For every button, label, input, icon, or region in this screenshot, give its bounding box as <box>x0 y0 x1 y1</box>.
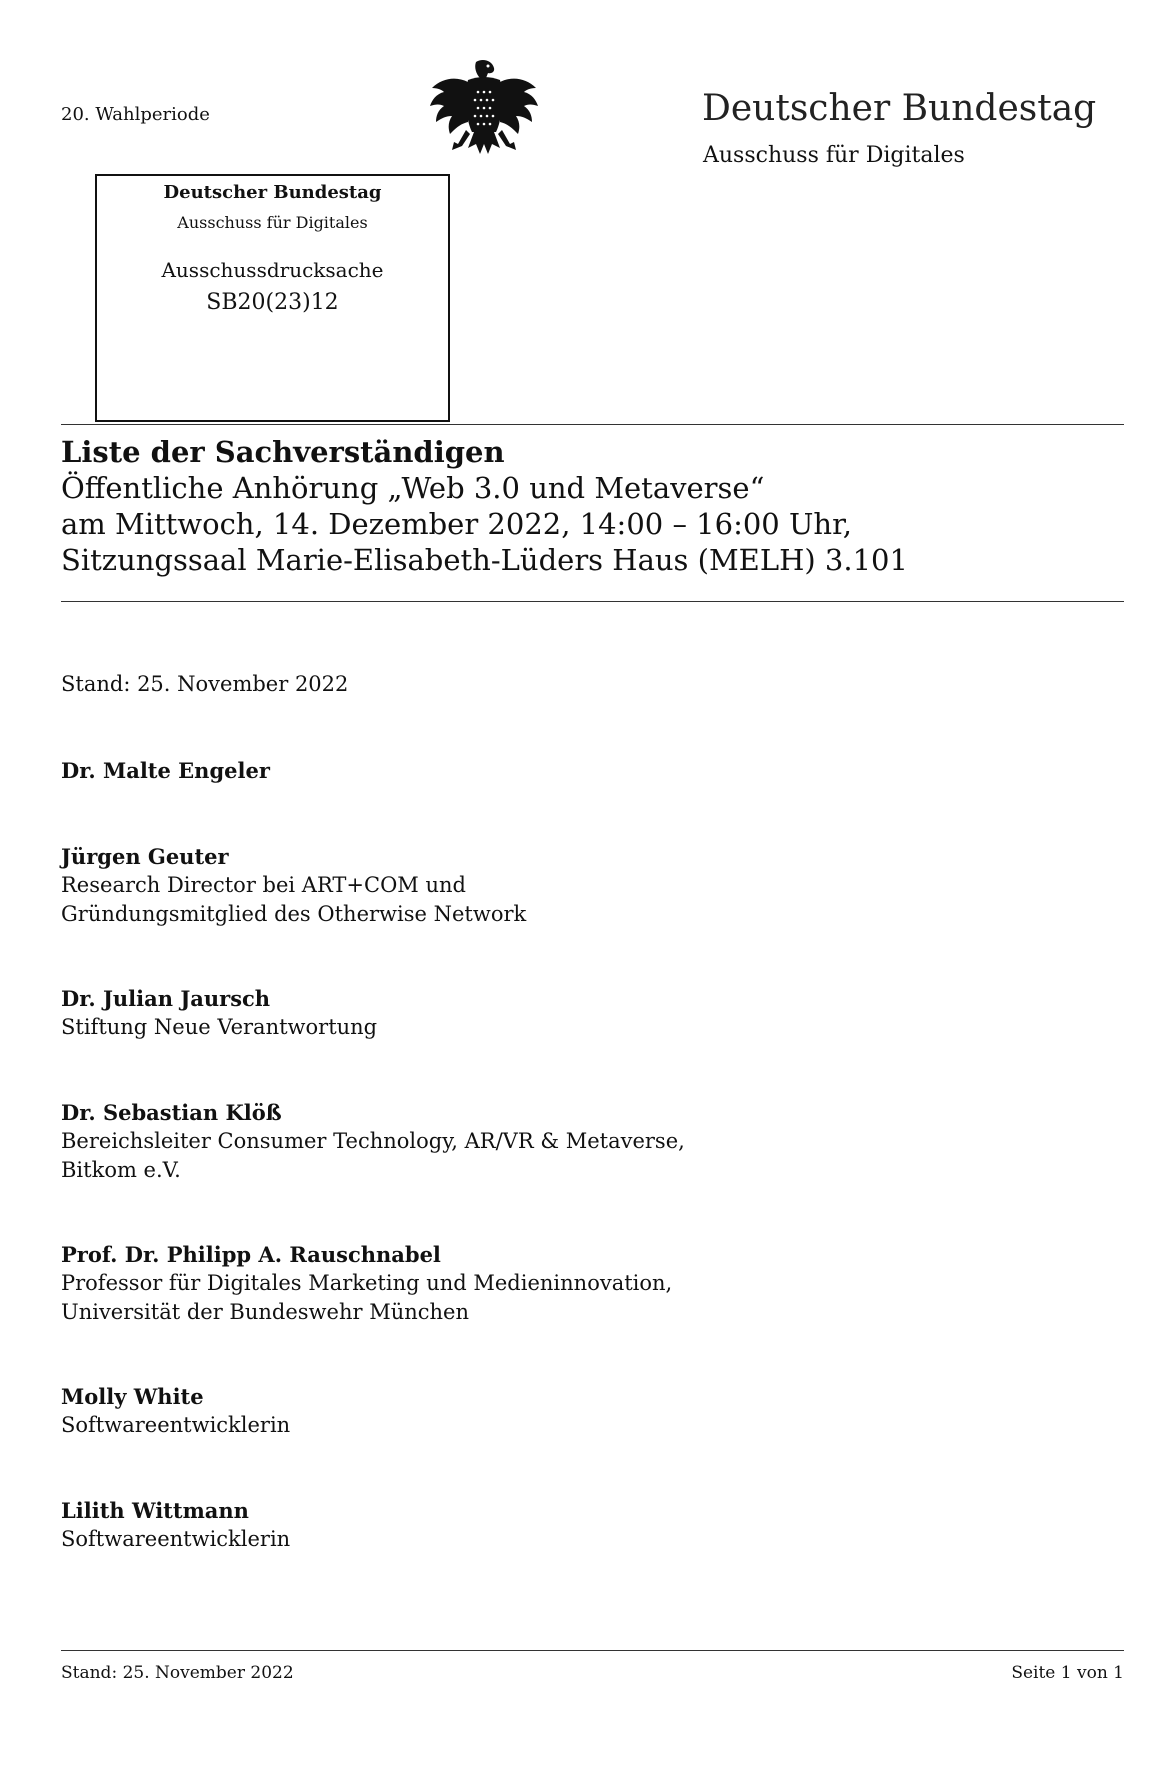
expert-affiliation: Softwareentwicklerin <box>61 1413 291 1437</box>
expert-name: Molly White <box>61 1384 204 1409</box>
org-title: Deutscher Bundestag <box>702 88 1097 129</box>
wahlperiode-label: 20. Wahlperiode <box>61 104 210 125</box>
list-item <box>61 756 1061 842</box>
heading-line-1: Öffentliche Anhörung „Web 3.0 und Metaverse“ <box>61 471 765 505</box>
list-item <box>61 1382 1061 1496</box>
document-heading <box>61 434 908 578</box>
expert-affiliation: Research Director bei ART+COM und <box>61 873 466 897</box>
expert-name: Dr. Sebastian Klöß <box>61 1100 282 1125</box>
stamp-number: SB20(23)12 <box>206 290 339 315</box>
expert-affiliation: Professor für Digitales Marketing und Medieninnovation, <box>61 1271 673 1295</box>
federal-eagle-icon <box>428 58 540 160</box>
expert-affiliation: Bereichsleiter Consumer Technology, AR/VR & Metaverse, <box>61 1129 685 1153</box>
divider-footer <box>61 1650 1124 1651</box>
expert-name: Dr. Julian Jaursch <box>61 986 271 1011</box>
expert-name: Prof. Dr. Philipp A. Rauschnabel <box>61 1242 441 1267</box>
footer-stand-date: Stand: 25. November 2022 <box>61 1663 294 1683</box>
expert-affiliation: Stiftung Neue Verantwortung <box>61 1015 378 1039</box>
expert-list <box>61 756 1061 1556</box>
divider-top <box>61 424 1124 425</box>
stamp-org: Deutscher Bundestag <box>163 182 382 203</box>
org-subtitle: Ausschuss für Digitales <box>703 143 965 168</box>
stand-date: Stand: 25. November 2022 <box>61 672 349 696</box>
list-item <box>61 842 1061 984</box>
expert-name: Dr. Malte Engeler <box>61 758 270 783</box>
list-item <box>61 1240 1061 1382</box>
expert-name: Lilith Wittmann <box>61 1498 249 1523</box>
expert-affiliation: Softwareentwicklerin <box>61 1527 291 1551</box>
footer-page-number: Seite 1 von 1 <box>1011 1663 1124 1683</box>
document-stamp-box <box>95 174 450 422</box>
stamp-committee: Ausschuss für Digitales <box>177 213 368 232</box>
heading-line-2: am Mittwoch, 14. Dezember 2022, 14:00 – 16:00 Uhr, <box>61 507 852 541</box>
stamp-label: Ausschussdrucksache <box>161 258 384 282</box>
expert-affiliation: Bitkom e.V. <box>61 1158 181 1182</box>
list-item <box>61 984 1061 1098</box>
list-item <box>61 1496 1061 1556</box>
expert-affiliation: Universität der Bundeswehr München <box>61 1300 469 1324</box>
expert-name: Jürgen Geuter <box>61 844 229 869</box>
expert-affiliation: Gründungsmitglied des Otherwise Network <box>61 902 527 926</box>
heading-line-3: Sitzungssaal Marie-Elisabeth-Lüders Haus (MELH) 3.101 <box>61 543 908 577</box>
list-item <box>61 1098 1061 1240</box>
divider-heading <box>61 601 1124 602</box>
page-title: Liste der Sachverständigen <box>61 435 505 469</box>
